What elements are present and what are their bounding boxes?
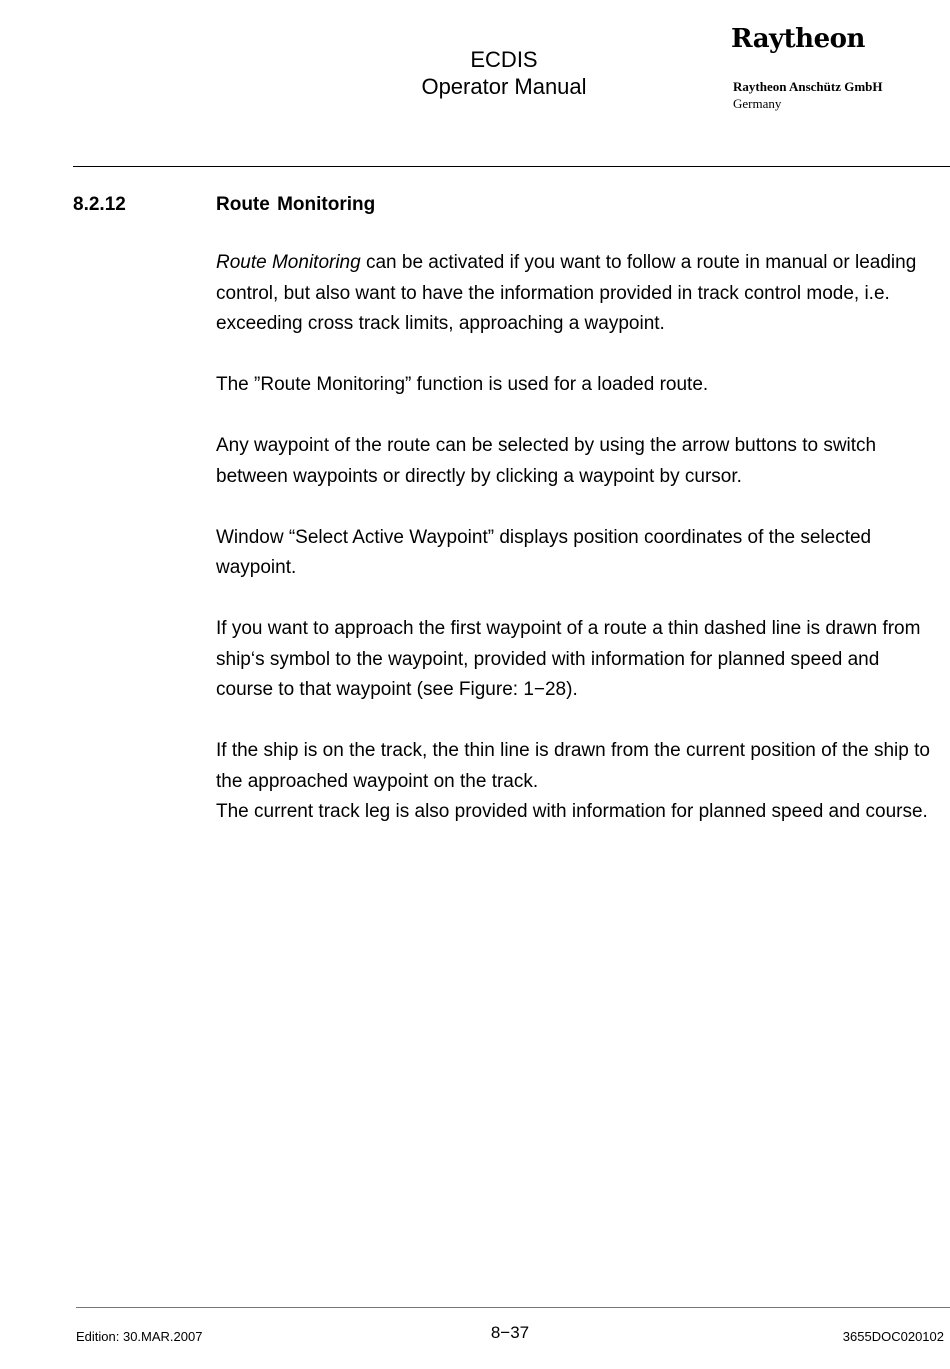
paragraph-1-text: can be activated if you want to follow a route in manual or leading control, but also want to have the information provided in track control mode, i.e. exceeding cross track limits, approaching a waypoint. — [216, 252, 917, 334]
paragraph-1 — [216, 248, 941, 340]
raytheon-logo: Raytheon — [731, 24, 865, 54]
document-id: 3655DOC020102 — [842, 1329, 944, 1344]
company-country: Germany — [733, 96, 782, 111]
header-divider — [73, 166, 950, 167]
document-title-line2: Operator Manual — [421, 74, 587, 99]
section-number: 8.2.12 — [73, 194, 126, 215]
company-name: Raytheon Anschütz GmbH — [733, 79, 883, 94]
edition-date: Edition: 30.MAR.2007 — [76, 1329, 203, 1344]
paragraph-6: If the ship is on the track, the thin line is drawn from the current position of the ship to the approached waypoint on the track. — [216, 740, 930, 792]
paragraph-7: The current track leg is also provided with information for planned speed and course. — [216, 801, 928, 822]
body-text — [216, 248, 941, 858]
section-title: Route Monitoring — [216, 194, 376, 215]
paragraph-3: Any waypoint of the route can be selected by using the arrow buttons to switch between waypoints or directly by clicking a waypoint by cursor. — [216, 435, 877, 487]
paragraph-2: The ”Route Monitoring” function is used for a loaded route. — [216, 374, 709, 395]
route-monitoring-term: Route Monitoring — [216, 252, 361, 273]
footer-divider — [76, 1307, 950, 1308]
page-number: 8−37 — [490, 1323, 530, 1342]
document-title-line1: ECDIS — [470, 47, 538, 72]
paragraph-5: If you want to approach the first waypoint of a route a thin dashed line is drawn from ship‘s symbol to the waypoint, provided with information for planned speed and course to that waypoint (see Figure: 1−28). — [216, 618, 921, 700]
company-info — [733, 78, 883, 112]
paragraph-4: Window “Select Active Waypoint” displays position coordinates of the selected waypoint. — [216, 526, 872, 578]
document-title — [354, 46, 654, 100]
